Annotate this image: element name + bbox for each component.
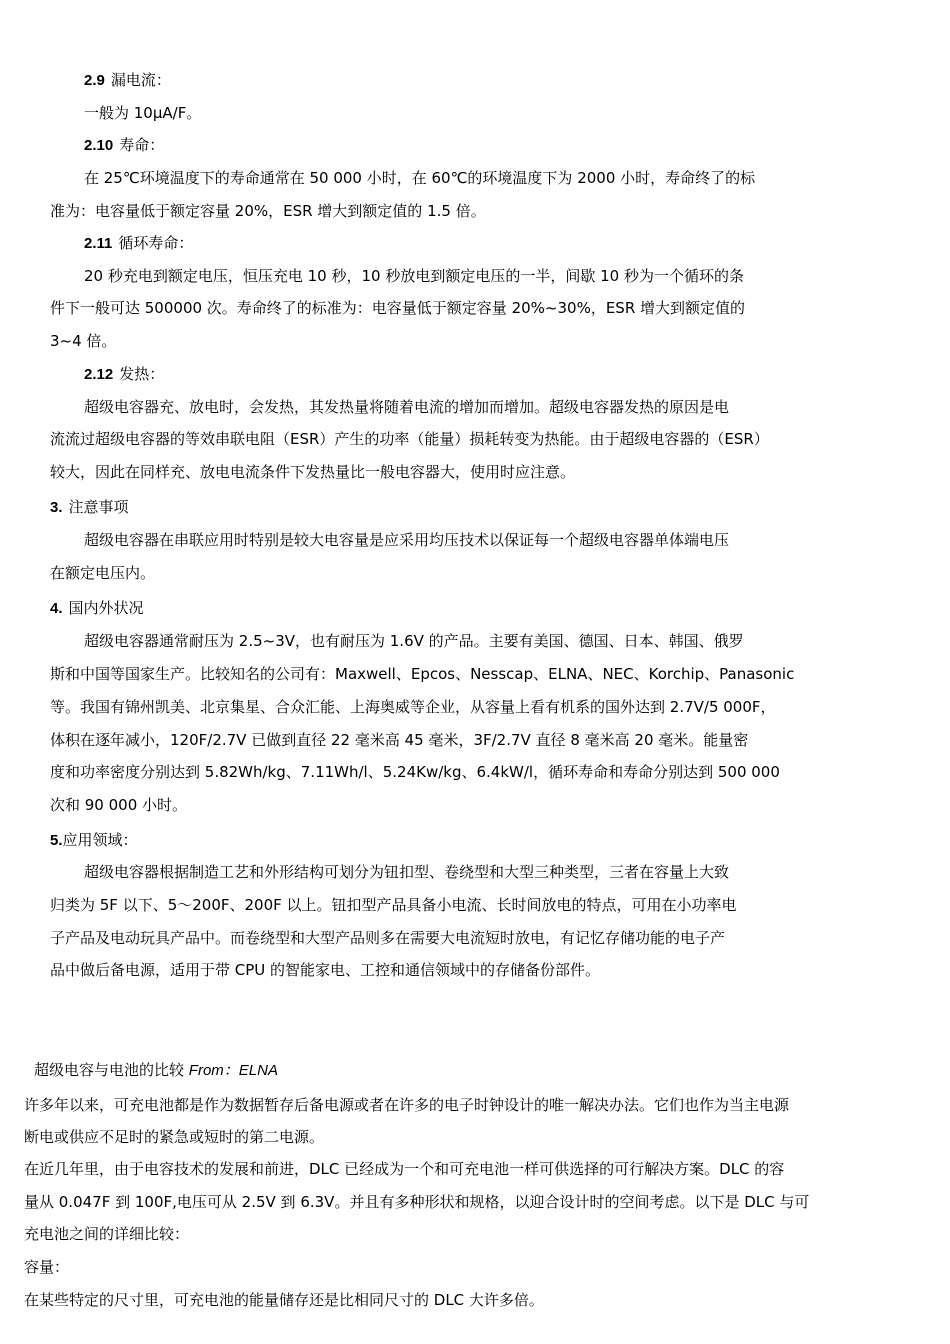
section-4-heading [50,598,144,619]
section-title: 应用领域： [62,831,138,849]
section-4-text-line: 超级电容器通常耐压为 2.5~3V，也有耐压为 1.6V 的产品。主要有美国、德国、日本、韩国、俄罗 [84,632,744,650]
capacity-heading: 容量： [24,1258,70,1276]
section-5-text-line: 品中做后备电源，适用于带 CPU 的智能家电、工控和通信领域中的存储备份部件。 [50,961,601,979]
section-number: 3. [50,499,63,516]
section-5-text-line: 归类为 5F 以下、5～200F、200F 以上。钮扣型产品具备小电流、长时间放电的特点，可用在小功率电 [50,896,737,914]
comparison-title-text: 超级电容与电池的比较 [34,1061,185,1079]
section-2-12-text-line: 流流过超级电容器的等效串联电阻（ESR）产生的功率（能量）损耗转变为热能。由于超级电容器的（ESR） [50,430,769,448]
section-2-12-heading [84,364,164,385]
section-5-text-line: 超级电容器根据制造工艺和外形结构可划分为钮扣型、卷绕型和大型三种类型，三者在容量上大致 [84,863,730,881]
comparison-paragraph-line: 在近几年里，由于电容技术的发展和前进，DLC 已经成为一个和可充电池一样可供选择的可行解决方案。DLC 的容 [24,1160,785,1178]
section-4-text-line: 次和 90 000 小时。 [50,796,188,814]
section-number: 2.10 [84,137,114,154]
section-4-text-line: 度和功率密度分别达到 5.82Wh/kg、7.11Wh/l、5.24Kw/kg、6.4kW/l，循环寿命和寿命分别达到 500 000 [50,763,780,781]
section-2-11-text-line: 3~4 倍。 [50,332,117,350]
section-number: 2.12 [84,366,114,383]
section-3-text-line: 在额定电压内。 [50,564,156,582]
section-5-text-line: 子产品及电动玩具产品中。而卷绕型和大型产品则多在需要大电流短时放电，有记忆存储功能的电子产 [50,929,726,947]
comparison-source: From：ELNA [188,1062,278,1079]
comparison-paragraph-line: 许多年以来，可充电池都是作为数据暂存后备电源或者在许多的电子时钟设计的唯一解决办法。它们也作为当主电源 [24,1096,790,1114]
section-4-text-line: 斯和中国等国家生产。比较知名的公司有：Maxwell、Epcos、Nesscap、ELNA、NEC、Korchip、Panasonic [50,665,795,683]
section-2-11-heading [84,233,193,254]
section-2-11-text-line: 20 秒充电到额定电压，恒压充电 10 秒，10 秒放电到额定电压的一半，间歇 10 秒为一个循环的条 [84,267,744,285]
comparison-paragraph-line: 断电或供应不足时的紧急或短时的第二电源。 [24,1128,325,1146]
section-title: 发热： [119,365,165,383]
section-2-10-text-line: 准为：电容量低于额定容量 20%，ESR 增大到额定值的 1.5 倍。 [50,202,486,220]
section-title: 注意事项 [68,498,129,516]
section-2-10-heading [84,135,164,156]
section-number: 5. [50,832,63,849]
section-title: 漏电流： [110,71,171,89]
section-number: 2.9 [84,72,105,89]
capacity-text: 在某些特定的尺寸里，可充电池的能量储存还是比相同尺寸的 DLC 大许多倍。 [24,1291,544,1309]
comparison-paragraph-line: 量从 0.047F 到 100F,电压可从 2.5V 到 6.3V。并且有多种形状和规格，以迎合设计时的空间考虑。以下是 DLC 与可 [24,1193,810,1211]
section-title: 循环寿命： [118,234,194,252]
section-title: 寿命： [119,136,165,154]
section-2-12-text-line: 超级电容器充、放电时，会发热，其发热量将随着电流的增加而增加。超级电容器发热的原因是电 [84,398,730,416]
section-title: 国内外状况 [68,599,144,617]
section-2-11-text-line: 件下一般可达 500000 次。寿命终了的标准为：电容量低于额定容量 20%~30%，ESR 增大到额定值的 [50,299,746,317]
section-5-heading [50,830,138,851]
section-number: 2.11 [84,235,113,252]
section-2-12-text-line: 较大，因此在同样充、放电电流条件下发热量比一般电容器大，使用时应注意。 [50,463,576,481]
section-number: 4. [50,600,63,617]
section-2-9-text-line: 一般为 10μA/F。 [84,104,202,122]
section-3-heading [50,497,129,518]
section-4-text-line: 等。我国有锦州凯美、北京集星、合众汇能、上海奥威等企业，从容量上看有机系的国外达到 2.7V/5 000F， [50,698,776,716]
section-4-text-line: 体积在逐年减小，120F/2.7V 已做到直径 22 毫米高 45 毫米，3F/2.7V 直径 8 毫米高 20 毫米。能量密 [50,731,749,749]
comparison-title [34,1060,278,1081]
comparison-paragraph-line: 充电池之间的详细比较： [24,1225,190,1243]
section-3-text-line: 超级电容器在串联应用时特别是较大电容量是应采用均压技术以保证每一个超级电容器单体端电压 [84,531,730,549]
section-2-10-text-line: 在 25℃环境温度下的寿命通常在 50 000 小时，在 60℃的环境温度下为 2000 小时，寿命终了的标 [84,169,756,187]
section-2-9-heading [84,70,171,91]
